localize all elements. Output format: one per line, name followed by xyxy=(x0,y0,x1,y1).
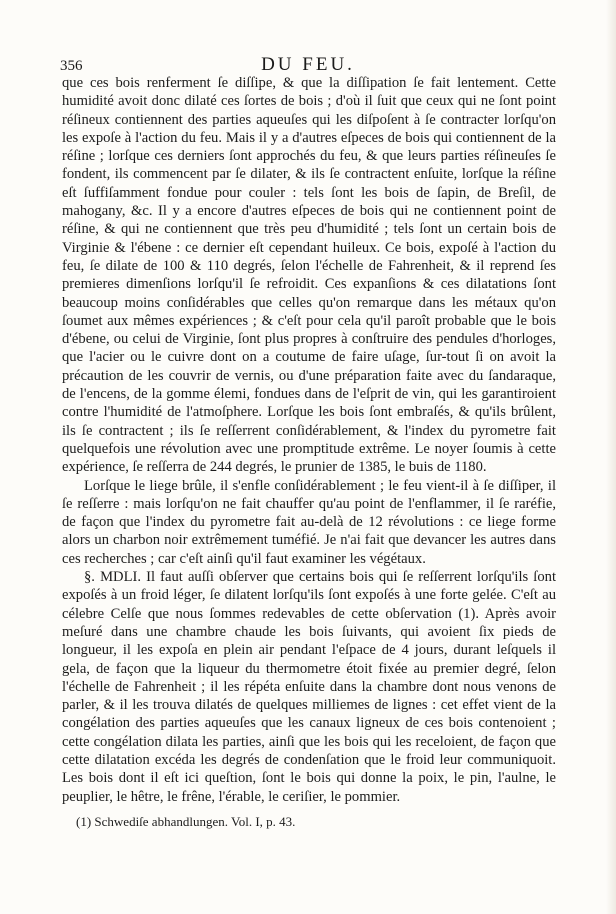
footnote: (1) Schwediſe abhandlungen. Vol. I, p. 43. xyxy=(76,814,296,829)
paragraph-2: Lorſque le liege brûle, il s'enfle conſidérablement ; le feu vient-il à ſe diſſiper, il ſe reſſerre : mais lorſqu'on ne fait chauffer qu'au point de l'enflammer, il ſe raréfie, de façon que l'index du pyrometre fait au-delà de 12 révolutions : ce liege forme alors un charbon noir extrêmement tuméfié. Je n'ai fait que devancer les autres dans ces recherches ; car c'eſt ainſi qu'il faut examiner les végétaux. xyxy=(62,477,556,567)
page-edge-shadow xyxy=(606,0,616,914)
running-title: DU FEU. xyxy=(261,54,355,75)
paragraph-3: §. MDLI. Il faut auſſi obſerver que certains bois qui ſe reſſerrent lorſqu'ils ſont expoſés à un froid léger, ſe dilatent lorſqu'ils ſont expoſés à une forte gelée. C'eſt au célebre Celſe que nous ſommes redevables de cette obſervation (1). Après avoir meſuré dans une chambre chaude les bois ſuivants, qui avoient ſix pieds de longueur, il les expoſa en plein air pendant l'eſpace de 4 jours, durant leſquels il gela, de façon que la liqueur du thermometre étoit fixée au premier degré, ſelon l'échelle de Fahrenheit ; il les répéta enſuite dans la chambre dont nous venons de parler, & il les trouva dilatés de quelques milliemes de lignes : cet effet vient de la congélation des parties aqueuſes que les canaux ligneux de ces bois contenoient ; cette congélation dilata les parties, ainſi que les bois qui les receloient, de façon que cette dilatation excéda les degrés de condenſation que le froid leur communiquoit. Les bois dont il eſt ici queſtion, ſont le bois qui donne la poix, le pin, l'aulne, le peuplier, le hêtre, le frêne, l'érable, le ceriſier, le pommier. xyxy=(62,569,556,805)
page-number: 356 xyxy=(60,58,83,74)
paragraph-1: que ces bois renferment ſe diſſipe, & que la diſſipation ſe fait lentement. Cette humidité avoit donc dilaté ces ſortes de bois ; d'où il ſuit que ceux qui ne ſont point réſineux contiennent des parties aqueuſes qui les diſpoſent à ſe contracter lorſqu'on les expoſe à l'action du feu. Mais il y a d'autres eſpeces de bois qui contiennent de la réſine ; lorſque ces derniers ſont approchés du feu, & que leurs parties réſineuſes ſe fondent, ils commencent par ſe dilater, & ils ſe contractent enſuite, lorſque la réſine eſt ſuffiſamment fondue pour couler : tels ſont les bois de ſapin, de Breſil, de mahogany, &c. Il y a encore d'autres eſpeces de bois qui ne contiennent point de réſine, & qui ne contiennent que très peu d'humidité ; tels ſont un certain bois de Virginie & l'ébene : ce dernier eſt cependant huileux. Ce bois, expoſé à l'action du feu, ſe dilate de 100 & 110 degrés, ſelon l'échelle de Fahrenheit, & il reprend ſes premieres dimenſions lorſqu'il ſe refroidit. Ces expanſions & ces dilatations ſont beaucoup moins conſidérables que celles qu'on remarque dans les métaux qu'on ſoumet aux mêmes expériences ; & c'eſt pour cela qu'il paroît probable que le bois d'ébene, ou celui de Virginie, ſont plus propres à conſtruire des pendules d'horloges, que l'acier ou le cuivre dont on a coutume de faire uſage, ſur-tout ſi on avoit la précaution de les couvrir de vernis, ou d'une préparation faite avec du ſandaraque, de l'encens, de la gomme élemi, fondues dans de l'eſprit de vin, qui les garantiroient contre l'humidité de l'atmoſphere. Lorſque les bois ſont embraſés, & qu'ils brûlent, ils ſe contractent ; ils ſe reſſerrent conſidérablement, & l'index du pyrometre fait quelquefois une révolution avec une promptitude extrême. Le noyer ſoumis à cette expérience, ſe reſſerra de 244 degrés, le prunier de 1385, le buis de 1180. xyxy=(62,75,556,476)
main-text xyxy=(62,74,556,806)
